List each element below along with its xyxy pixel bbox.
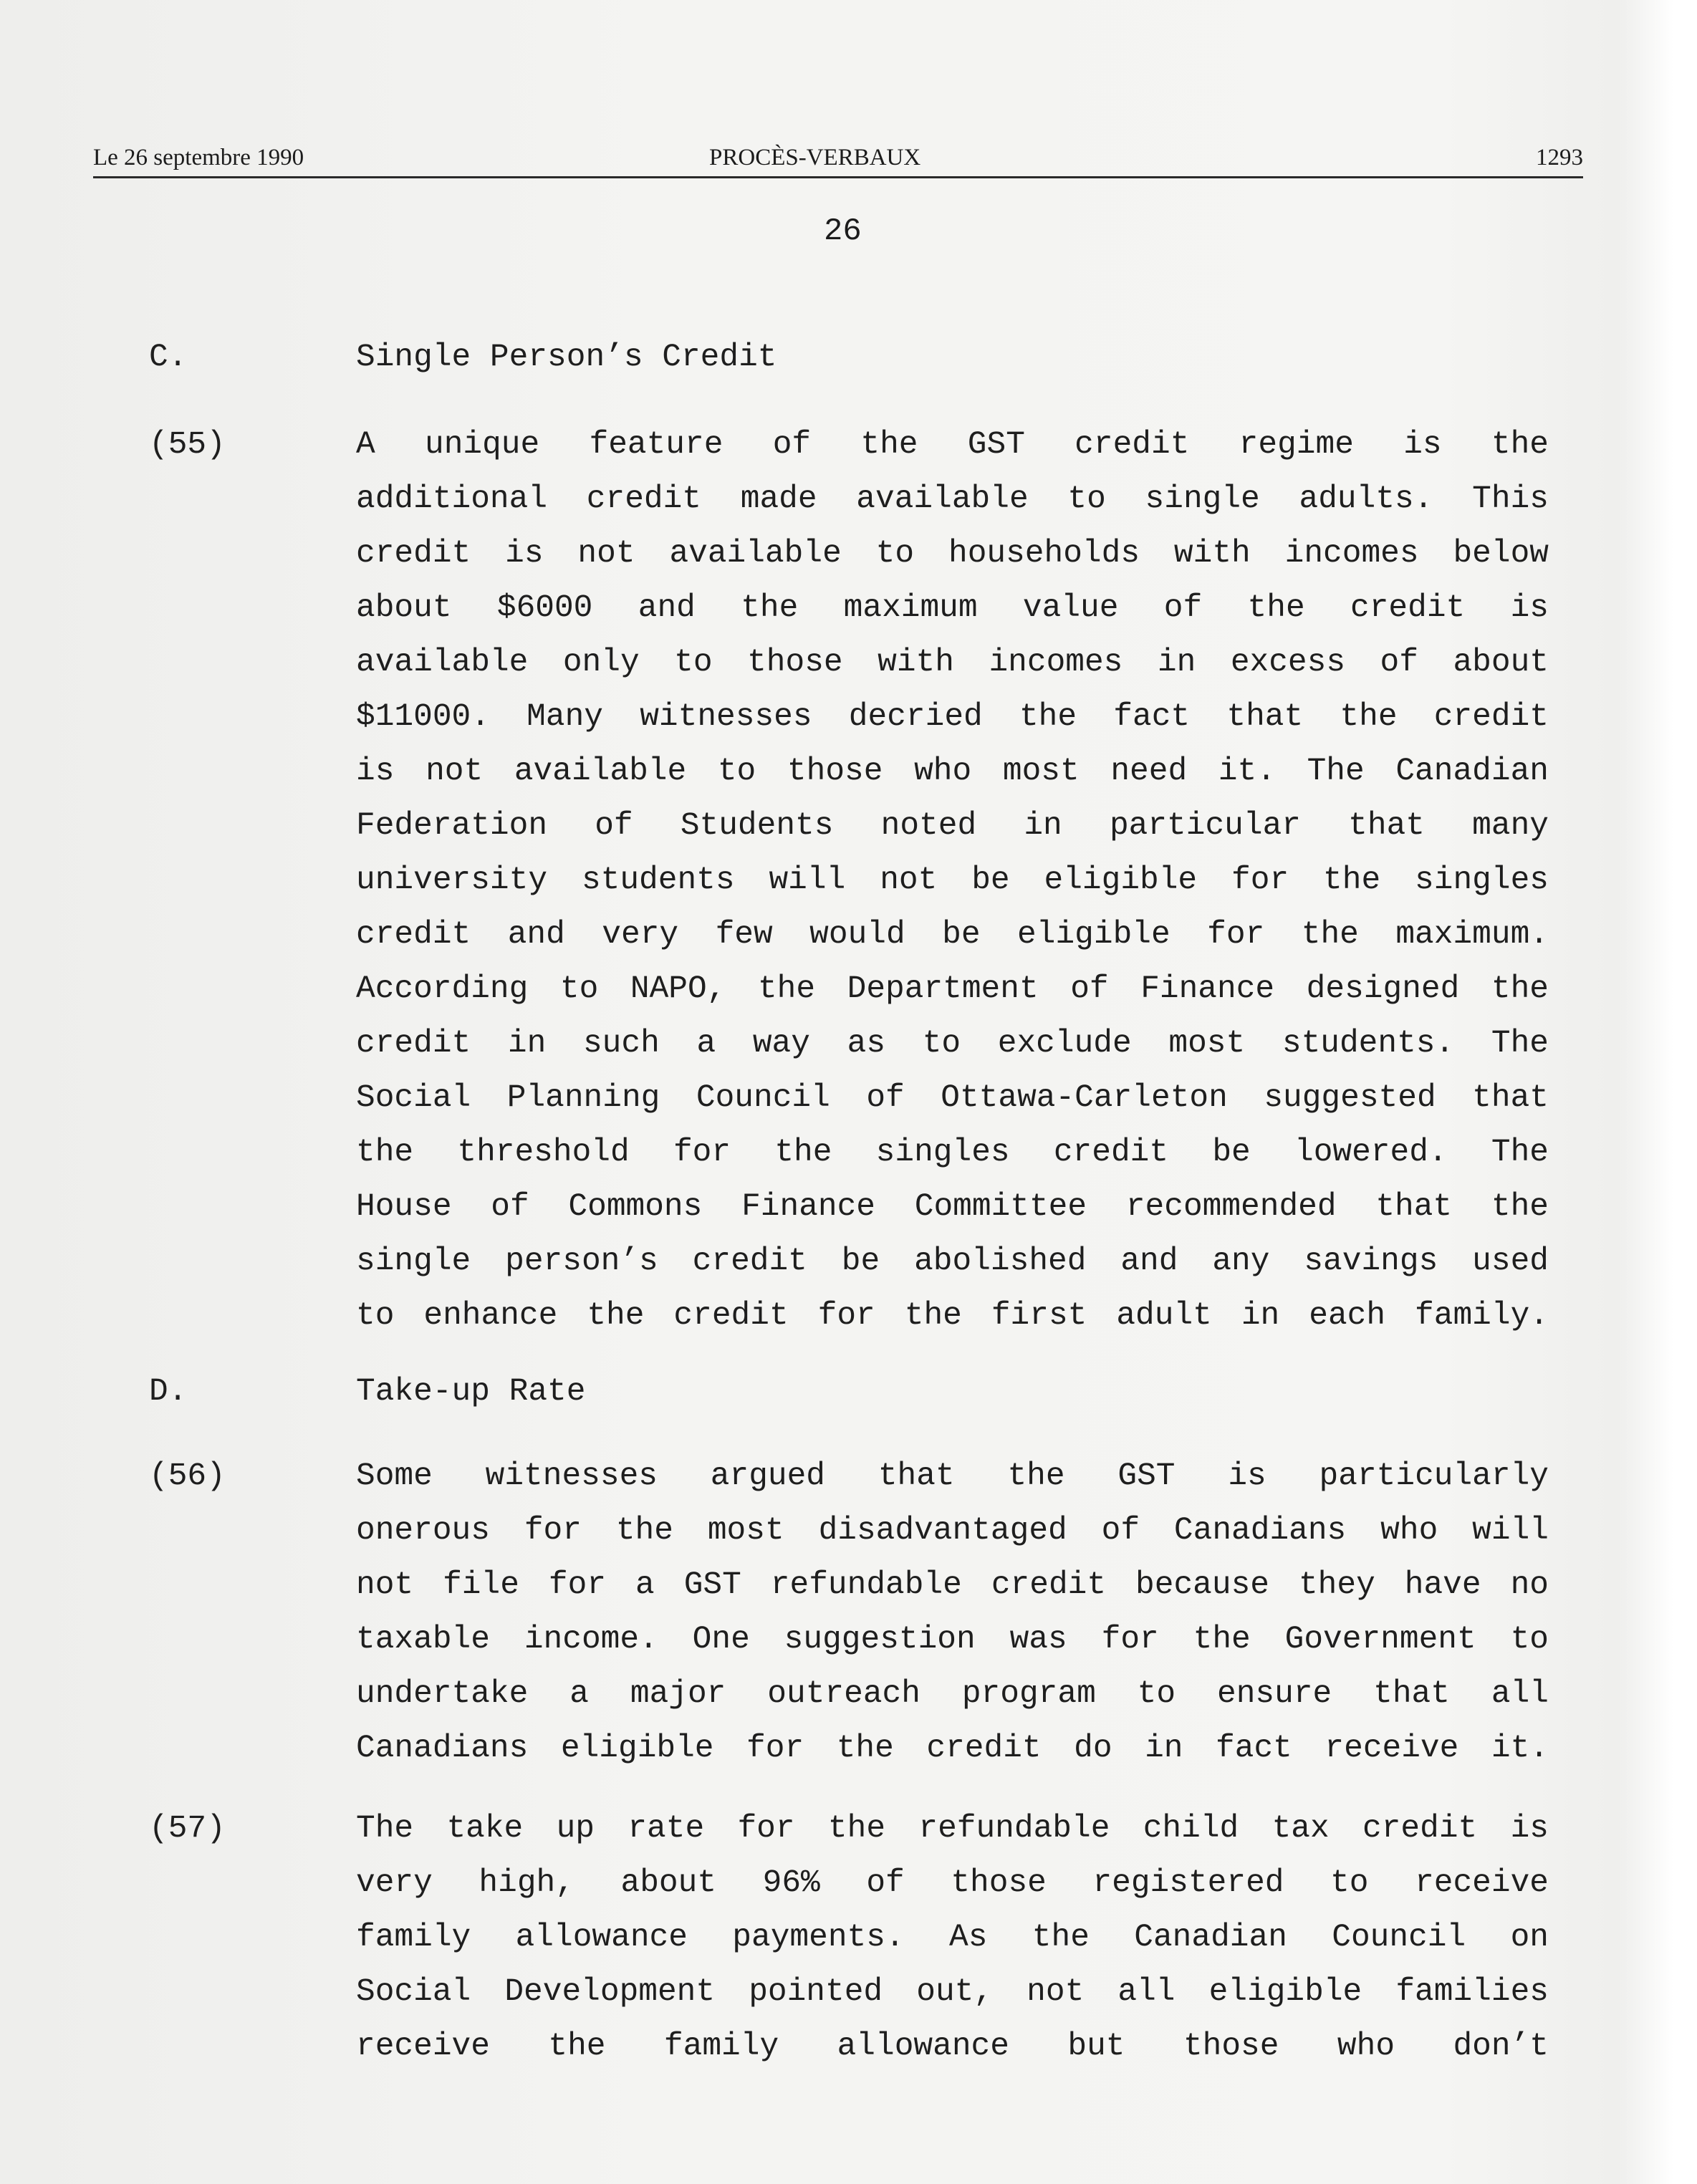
- paragraph-line: Some witnesses argued that the GST is particularly: [356, 1458, 1549, 1494]
- paragraph-number-57: (57): [149, 1811, 226, 1847]
- paragraph-line: According to NAPO, the Department of Finance designed the: [356, 971, 1549, 1007]
- paragraph-line: additional credit made available to single adults. This: [356, 481, 1549, 517]
- paragraph-line: is not available to those who most need it. The Canadian: [356, 754, 1549, 789]
- header-date: Le 26 septembre 1990: [93, 145, 304, 170]
- paragraph-line: to enhance the credit for the first adult in each family.: [356, 1298, 1549, 1334]
- paragraph-line: taxable income. One suggestion was for the Government to: [356, 1622, 1549, 1658]
- paragraph-line: university students will not be eligible for the singles: [356, 862, 1549, 898]
- paragraph-line: receive the family allowance but those who don’t: [356, 2029, 1549, 2064]
- section-label-d: D.: [149, 1374, 188, 1410]
- document-page-number: 26: [824, 213, 862, 249]
- paragraph-line: about $6000 and the maximum value of the credit is: [356, 590, 1549, 626]
- paragraph-line: Social Development pointed out, not all eligible families: [356, 1974, 1549, 2010]
- paragraph-line: $11000. Many witnesses decried the fact that the credit: [356, 699, 1549, 735]
- section-heading-c: Single Person’s Credit: [356, 340, 777, 375]
- running-header: [93, 140, 1583, 178]
- paragraph-line: credit is not available to households with incomes below: [356, 536, 1549, 572]
- paragraph-line: credit and very few would be eligible for the maximum.: [356, 917, 1549, 953]
- section-label-c: C.: [149, 340, 188, 375]
- paragraph-line: The take up rate for the refundable child tax credit is: [356, 1811, 1549, 1847]
- paragraph-line: the threshold for the singles credit be lowered. The: [356, 1135, 1549, 1170]
- header-page-number: 1293: [1536, 145, 1583, 170]
- paragraph-number-55: (55): [149, 427, 226, 463]
- paragraph-line: credit in such a way as to exclude most students. The: [356, 1026, 1549, 1062]
- paragraph-number-56: (56): [149, 1458, 226, 1494]
- paragraph-line: very high, about 96% of those registered to receive: [356, 1865, 1549, 1901]
- paragraph-line: undertake a major outreach program to ensure that all: [356, 1676, 1549, 1712]
- paragraph-line: onerous for the most disadvantaged of Canadians who will: [356, 1513, 1549, 1549]
- page-edge-shadow: [1618, 0, 1697, 2184]
- section-heading-d: Take-up Rate: [356, 1374, 586, 1410]
- paragraph-line: Canadians eligible for the credit do in fact receive it.: [356, 1731, 1549, 1766]
- paragraph-line: family allowance payments. As the Canadian Council on: [356, 1920, 1549, 1956]
- paragraph-line: not file for a GST refundable credit because they have no: [356, 1567, 1549, 1603]
- paragraph-line: Federation of Students noted in particular that many: [356, 808, 1549, 844]
- paragraph-line: A unique feature of the GST credit regime is the: [356, 427, 1549, 463]
- paragraph-line: Social Planning Council of Ottawa-Carleton suggested that: [356, 1080, 1549, 1116]
- paragraph-line: single person’s credit be abolished and any savings used: [356, 1243, 1549, 1279]
- paragraph-line: House of Commons Finance Committee recommended that the: [356, 1189, 1549, 1225]
- header-title: PROCÈS-VERBAUX: [709, 145, 921, 170]
- paragraph-line: available only to those with incomes in excess of about: [356, 645, 1549, 680]
